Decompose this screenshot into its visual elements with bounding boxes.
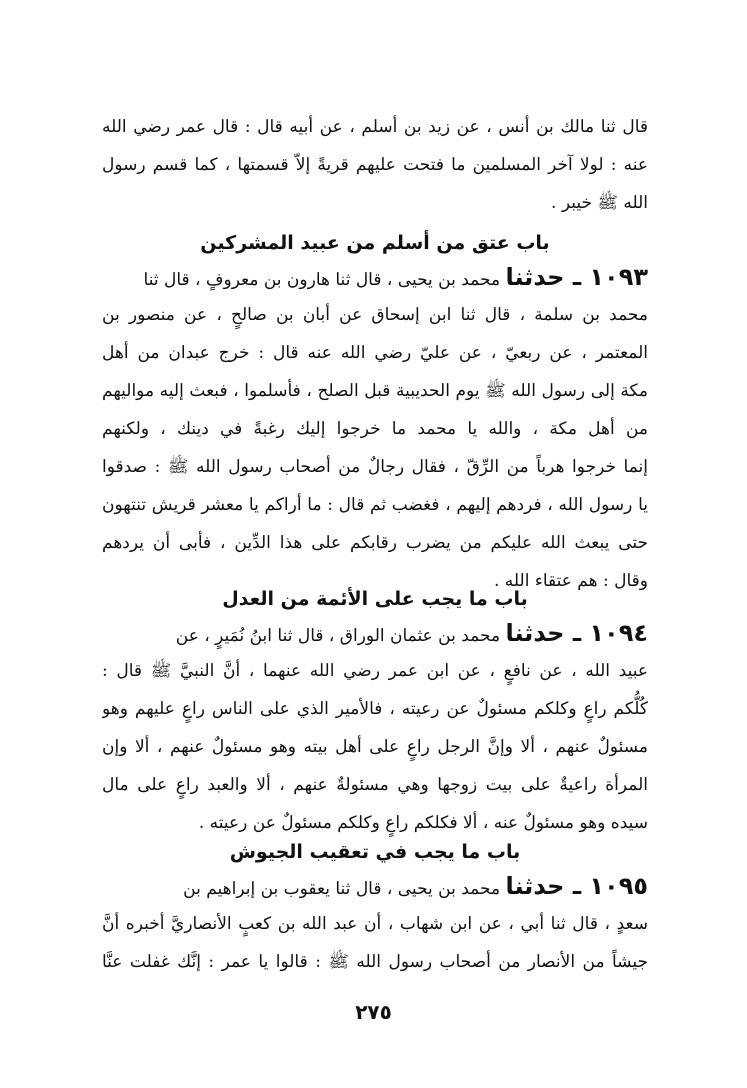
text-line: وقال : هم عتقاء الله .	[494, 571, 648, 591]
hadith-number: ١٠٩٤ ـ حدثنا	[505, 619, 648, 647]
section-heading: باب ما يجب على الأئمة من العدل	[222, 588, 528, 610]
text-line: عبيد الله ، عن نافعٍ ، عن ابن عمر رضي الله عنهما ، أنَّ النبيَّ ﷺ قال :	[102, 661, 648, 681]
text-line: المعتمر ، عن ربعيّ ، عن عليّ رضي الله عنه قال : خرج عبدان من أهل	[102, 343, 648, 363]
text-line: حتى يبعث الله عليكم من يضرب رقابكم على هذا الدِّين ، فأبى أن يردهم	[102, 533, 648, 553]
text-line: مكة إلى رسول الله ﷺ يوم الحديبية قبل الصلح ، فأسلموا ، فبعث إليه مواليهم	[102, 381, 648, 401]
text-line: إنما خرجوا هرباً من الرِّقّ ، فقال رجالٌ من أصحاب رسول الله ﷺ : صدقوا	[102, 457, 648, 477]
hadith-number: ١٠٩٥ ـ حدثنا	[505, 872, 648, 900]
text-line: محمد بن سلمة ، قال ثنا ابن إسحاق عن أبان بن صالحٍ ، عن منصور بن	[102, 305, 648, 325]
text-line: من أهل مكة ، والله يا محمد ما خرجوا إليك رغبةً في دينك ، ولكنهم	[102, 419, 648, 439]
text-line: جيشاً من الأنصار من أصحاب رسول الله ﷺ : قالوا يا عمر : إنَّك غفلت عنَّا	[102, 952, 648, 972]
text-line: سيده وهو مسئولٌ عنه ، ألا فكلكم راعٍ وكلكم مسئولٌ عن رعيته .	[198, 813, 648, 833]
intro-paragraph	[102, 108, 648, 222]
text-line: كُلُّكم راعٍ وكلكم مسئولٌ عن رعيته ، فالأمير الذي على الناس راعٍ عليهم وهو	[102, 699, 648, 719]
section-heading: باب ما يجب في تعقيب الجيوش	[229, 841, 521, 863]
text-line: يا رسول الله ، فردهم إليهم ، فغضب ثم قال : ما أراكم يا معشر قريش تنتهون	[102, 495, 648, 515]
hadith-first-line: محمد بن يحيى ، قال ثنا هارون بن معروفٍ ، قال ثنا	[143, 270, 501, 290]
text-line	[102, 614, 648, 652]
hadith-1094	[102, 614, 648, 842]
hadith-number: ١٠٩٣ ـ حدثنا	[505, 263, 648, 291]
text-line: عنه : لولا آخر المسلمين ما فتحت عليهم قريةً إلاّ قسمتها ، كما قسم رسول	[102, 155, 648, 175]
text-line: المرأة راعيةٌ على بيت زوجها وهي مسئولةٌ عنهم ، ألا والعبد راعٍ على مال	[102, 775, 648, 795]
text-line: مسئولٌ عنهم ، ألا وإنَّ الرجل راعٍ على أهل بيته وهو مسئولٌ عنهم ، ألا وإن	[102, 737, 648, 757]
hadith-first-line: محمد بن عثمان الوراق ، قال ثنا ابنُ نُمَيرٍ ، عن	[175, 626, 501, 646]
hadith-1093	[102, 258, 648, 600]
text-line: الله ﷺ خيبر .	[551, 193, 648, 213]
section-heading: باب عتق من أسلم من عبيد المشركين	[200, 232, 550, 254]
text-line: قال ثنا مالك بن أنس ، عن زيد بن أسلم ، عن أبيه قال : قال عمر رضي الله	[102, 117, 648, 137]
text-line: سعدٍ ، قال ثنا أبي ، عن ابن شهاب ، أن عبد الله بن كعبٍ الأنصاريَّ أخبره أنَّ	[102, 914, 648, 934]
text-line	[102, 867, 648, 905]
hadith-first-line: محمد بن يحيى ، قال ثنا يعقوب بن إبراهيم بن	[183, 879, 501, 899]
hadith-1095	[102, 867, 648, 981]
text-line	[102, 258, 648, 296]
page-number: ٢٧٥	[355, 1000, 392, 1024]
